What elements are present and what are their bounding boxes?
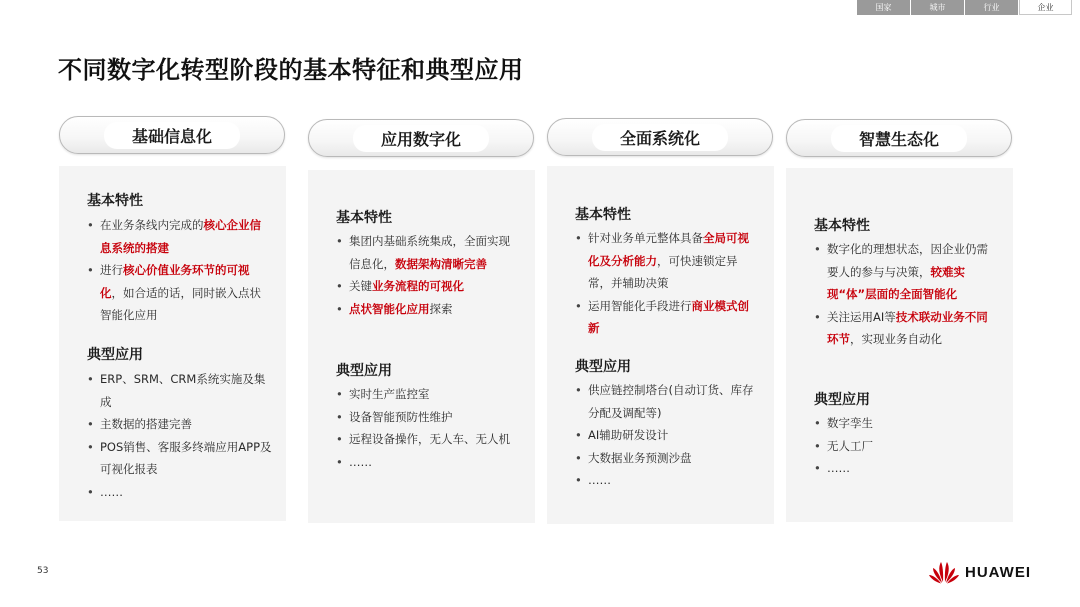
item-text: 实时生产监控室 xyxy=(349,387,430,401)
apps-title: 典型应用 xyxy=(575,359,631,375)
list-item xyxy=(814,457,999,480)
item-text: ，可快速锁定异常，并辅助决策 xyxy=(588,253,738,290)
item-text: 针对业务单元整体具备 xyxy=(588,231,703,245)
apps-title: 典型应用 xyxy=(336,363,392,379)
nav-tab-enterprise[interactable]: 企业 xyxy=(1019,0,1072,15)
apps-list xyxy=(814,412,999,480)
item-text: AI辅助研发设计 xyxy=(588,428,669,442)
highlight-text: 数据架构清晰完善 xyxy=(395,256,487,271)
list-item xyxy=(87,214,272,259)
stage-name: 智慧生态化 xyxy=(831,125,967,152)
nav-tab-city[interactable]: 城市 xyxy=(911,0,964,15)
item-text: 在业务条线内完成的 xyxy=(100,218,204,232)
highlight-text: 商业模式创新 xyxy=(588,298,749,335)
list-item xyxy=(814,238,999,306)
features-title: 基本特性 xyxy=(814,218,870,234)
brand-name: HUAWEI xyxy=(965,563,1031,581)
features-title: 基本特性 xyxy=(336,210,392,226)
item-text: 集团内基础系统集成，全面实现信息化， xyxy=(349,234,510,271)
stage-name: 全面系统化 xyxy=(592,124,728,151)
stage-card-3 xyxy=(547,166,774,524)
list-item xyxy=(87,481,272,504)
item-text: 远程设备操作，无人车、无人机 xyxy=(349,432,510,446)
top-nav xyxy=(856,0,1072,15)
item-text: …… xyxy=(100,484,123,499)
apps-list xyxy=(336,383,521,473)
list-item xyxy=(87,436,272,481)
features-list xyxy=(87,214,272,327)
item-text: …… xyxy=(588,473,611,487)
stage-header-4 xyxy=(786,119,1012,157)
features-list xyxy=(814,238,999,351)
item-text: 供应链控制塔台(自动订货、库存分配及调配等) xyxy=(588,383,754,420)
stage-card-2 xyxy=(308,170,535,523)
list-item xyxy=(575,447,760,470)
highlight-text: 全局可视化及分析能力 xyxy=(588,231,749,268)
list-item xyxy=(87,413,272,436)
apps-title: 典型应用 xyxy=(87,347,143,363)
page-number: 53 xyxy=(37,566,49,576)
item-text: 探索 xyxy=(429,301,453,316)
page-title: 不同数字化转型阶段的基本特征和典型应用 xyxy=(58,56,524,84)
item-text: 大数据业务预测沙盘 xyxy=(588,450,692,465)
features-list xyxy=(336,230,521,320)
nav-tab-industry[interactable]: 行业 xyxy=(965,0,1018,15)
huawei-logo xyxy=(928,560,1031,584)
highlight-text: 业务流程的可视化 xyxy=(372,279,464,293)
stage-card-1 xyxy=(59,166,286,521)
features-title: 基本特性 xyxy=(87,193,143,209)
apps-list xyxy=(87,368,272,503)
list-item xyxy=(336,275,521,298)
list-item xyxy=(336,451,521,474)
list-item xyxy=(336,428,521,451)
item-text: ，实现业务自动化 xyxy=(850,332,942,346)
item-text: 设备智能预防性维护 xyxy=(349,409,453,424)
list-item xyxy=(336,383,521,406)
features-title: 基本特性 xyxy=(575,207,631,223)
list-item xyxy=(336,406,521,429)
item-text: …… xyxy=(349,454,372,469)
item-text: …… xyxy=(827,461,850,475)
apps-title: 典型应用 xyxy=(814,392,870,408)
list-item xyxy=(575,295,760,340)
highlight-text: 核心价值业务环节的可视化 xyxy=(100,263,250,300)
item-text: 数字孪生 xyxy=(827,416,873,430)
item-text: 无人工厂 xyxy=(827,438,873,453)
highlight-text: 核心企业信息系统的搭建 xyxy=(100,218,261,255)
list-item xyxy=(575,227,760,295)
list-item xyxy=(814,412,999,435)
list-item xyxy=(814,306,999,351)
item-text: 关注运用AI等 xyxy=(827,309,896,324)
stage-header-1 xyxy=(59,116,285,154)
list-item xyxy=(575,424,760,447)
list-item xyxy=(575,469,760,492)
nav-tab-country[interactable]: 国家 xyxy=(857,0,910,15)
stage-name: 应用数字化 xyxy=(353,125,489,152)
item-text: 进行 xyxy=(100,263,123,277)
features-list xyxy=(575,227,760,340)
list-item xyxy=(336,230,521,275)
item-text: 运用智能化手段进行 xyxy=(588,298,692,313)
list-item xyxy=(814,435,999,458)
list-item xyxy=(87,368,272,413)
stage-header-2 xyxy=(308,119,534,157)
stage-card-4 xyxy=(786,168,1013,522)
list-item xyxy=(87,259,272,327)
list-item xyxy=(336,298,521,321)
list-item xyxy=(575,379,760,424)
highlight-text: 点状智能化应用 xyxy=(349,301,430,316)
huawei-petal-icon xyxy=(928,560,960,584)
item-text: 主数据的搭建完善 xyxy=(100,417,192,431)
stage-header-3 xyxy=(547,118,773,156)
apps-list xyxy=(575,379,760,492)
item-text: 数字化的理想状态，因企业仍需要人的参与与决策， xyxy=(827,242,988,279)
highlight-text: 较难实现“体”层面的全面智能化 xyxy=(827,264,965,301)
item-text: POS销售、客服多终端应用APP及可视化报表 xyxy=(100,439,272,476)
item-text: ，如合适的话，同时嵌入点状智能化应用 xyxy=(100,285,261,322)
stage-name: 基础信息化 xyxy=(104,122,240,149)
item-text: ERP、SRM、CRM系统实施及集成 xyxy=(100,372,266,409)
item-text: 关键 xyxy=(349,279,372,293)
highlight-text: 技术联动业务不同环节 xyxy=(827,309,988,346)
